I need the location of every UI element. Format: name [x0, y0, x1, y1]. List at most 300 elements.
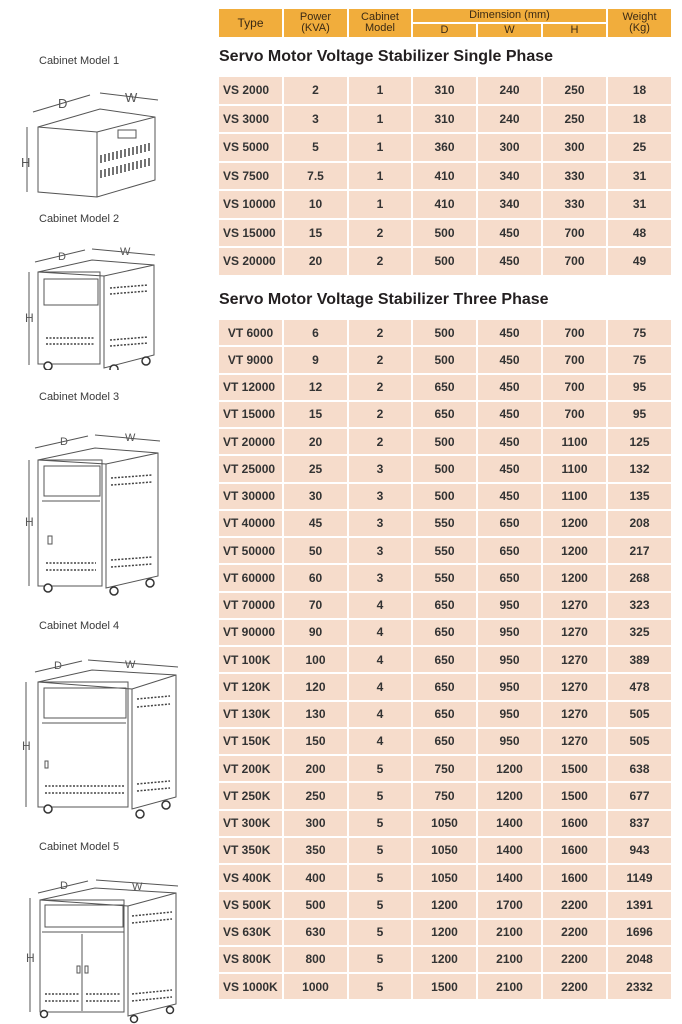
table-row	[219, 593, 671, 618]
cell-depth: 650	[413, 402, 476, 427]
dim-h-label: H	[21, 155, 31, 170]
cell-width: 950	[478, 647, 541, 672]
cell-depth: 650	[413, 647, 476, 672]
table-row	[219, 220, 671, 247]
cell-height: 1100	[543, 429, 606, 454]
cell-weight: 125	[608, 429, 671, 454]
cell-weight: 638	[608, 756, 671, 781]
single-phase-table	[219, 77, 671, 277]
cell-type: VT 200K	[219, 756, 282, 781]
cell-type: VS 15000	[219, 220, 282, 247]
table-row	[219, 974, 671, 999]
table-row	[219, 620, 671, 645]
cell-width: 950	[478, 674, 541, 699]
cell-cabinet-model: 3	[349, 565, 411, 590]
cell-type: VS 10000	[219, 191, 282, 218]
cell-cabinet-model: 1	[349, 191, 411, 218]
dim-d-label: D	[58, 251, 66, 263]
cell-width: 340	[478, 191, 541, 218]
cell-height: 1100	[543, 484, 606, 509]
cell-power: 30	[284, 484, 347, 509]
cell-height: 1600	[543, 838, 606, 863]
dim-d-label: D	[60, 436, 68, 448]
header-weight-line1: Weight	[622, 11, 657, 23]
cell-width: 240	[478, 77, 541, 104]
table-row	[219, 783, 671, 808]
cell-weight: 505	[608, 729, 671, 754]
cell-depth: 550	[413, 538, 476, 563]
header-w: W	[478, 24, 541, 37]
cell-height: 250	[543, 106, 606, 133]
cell-power: 15	[284, 220, 347, 247]
cell-cabinet-model: 5	[349, 838, 411, 863]
table-row	[219, 163, 671, 190]
cell-power: 90	[284, 620, 347, 645]
cell-depth: 360	[413, 134, 476, 161]
table-row	[219, 106, 671, 133]
cell-type: VS 7500	[219, 163, 282, 190]
cell-depth: 650	[413, 375, 476, 400]
cell-power: 120	[284, 674, 347, 699]
three-phase-table	[219, 320, 671, 1001]
cell-power: 5	[284, 134, 347, 161]
cell-weight: 18	[608, 106, 671, 133]
header-h: H	[543, 24, 606, 37]
table-row	[219, 347, 671, 372]
dim-h-label: H	[22, 739, 31, 753]
cell-weight: 505	[608, 702, 671, 727]
section-title-three-phase: Servo Motor Voltage Stabilizer Three Phase	[219, 291, 549, 308]
cell-type: VS 2000	[219, 77, 282, 104]
table-row	[219, 134, 671, 161]
cabinet-3-drawing	[0, 408, 215, 598]
cell-power: 3	[284, 106, 347, 133]
cell-width: 450	[478, 429, 541, 454]
dim-h-label: H	[26, 951, 35, 965]
cell-height: 1600	[543, 811, 606, 836]
cell-power: 100	[284, 647, 347, 672]
table-row	[219, 920, 671, 945]
cell-power: 400	[284, 865, 347, 890]
cell-type: VT 25000	[219, 456, 282, 481]
table-row	[219, 811, 671, 836]
cell-power: 60	[284, 565, 347, 590]
cell-weight: 268	[608, 565, 671, 590]
cell-weight: 132	[608, 456, 671, 481]
cell-type: VT 60000	[219, 565, 282, 590]
cell-depth: 310	[413, 106, 476, 133]
header-cabinet	[349, 9, 411, 37]
cell-width: 450	[478, 248, 541, 275]
cell-width: 1400	[478, 865, 541, 890]
table-row	[219, 77, 671, 104]
section-title-single-phase: Servo Motor Voltage Stabilizer Single Phase	[219, 48, 554, 65]
cell-width: 2100	[478, 974, 541, 999]
cell-width: 1200	[478, 756, 541, 781]
cell-power: 10	[284, 191, 347, 218]
cell-height: 700	[543, 220, 606, 247]
cell-power: 15	[284, 402, 347, 427]
cell-depth: 750	[413, 756, 476, 781]
cell-depth: 1050	[413, 865, 476, 890]
cell-type: VT 350K	[219, 838, 282, 863]
cell-cabinet-model: 3	[349, 456, 411, 481]
header-type: Type	[219, 9, 282, 37]
cell-power: 20	[284, 429, 347, 454]
cabinet-model-3	[0, 388, 215, 598]
cell-width: 450	[478, 220, 541, 247]
cell-height: 700	[543, 347, 606, 372]
header-cabinet-line1: Cabinet	[361, 11, 399, 23]
cell-height: 1270	[543, 702, 606, 727]
cell-depth: 650	[413, 620, 476, 645]
cell-height: 1200	[543, 538, 606, 563]
cell-power: 150	[284, 729, 347, 754]
cell-cabinet-model: 2	[349, 375, 411, 400]
cell-cabinet-model: 2	[349, 248, 411, 275]
cell-height: 1270	[543, 674, 606, 699]
cell-height: 1200	[543, 565, 606, 590]
cell-width: 1400	[478, 811, 541, 836]
cell-type: VT 300K	[219, 811, 282, 836]
cell-weight: 208	[608, 511, 671, 536]
cell-power: 200	[284, 756, 347, 781]
cell-cabinet-model: 4	[349, 729, 411, 754]
dim-d-label: D	[58, 96, 68, 111]
cell-power: 800	[284, 947, 347, 972]
cell-cabinet-model: 4	[349, 593, 411, 618]
header-weight	[608, 9, 671, 37]
table-header	[219, 9, 671, 37]
cell-weight: 1391	[608, 892, 671, 917]
cabinet-model-label: Cabinet Model 4	[39, 620, 120, 632]
cell-type: VS 800K	[219, 947, 282, 972]
table-row	[219, 674, 671, 699]
cell-cabinet-model: 3	[349, 538, 411, 563]
cell-power: 630	[284, 920, 347, 945]
cell-width: 1400	[478, 838, 541, 863]
table-row	[219, 320, 671, 345]
cabinet-model-label: Cabinet Model 3	[39, 391, 120, 403]
cell-width: 650	[478, 565, 541, 590]
cell-weight: 1149	[608, 865, 671, 890]
cell-cabinet-model: 4	[349, 702, 411, 727]
cell-depth: 750	[413, 783, 476, 808]
cell-width: 450	[478, 402, 541, 427]
header-weight-line2: (Kg)	[629, 22, 650, 34]
cell-depth: 500	[413, 248, 476, 275]
cell-cabinet-model: 5	[349, 947, 411, 972]
header-d: D	[413, 24, 476, 37]
cell-type: VS 400K	[219, 865, 282, 890]
header-power-line1: Power	[299, 11, 332, 23]
table-row	[219, 375, 671, 400]
table-row	[219, 865, 671, 890]
cell-height: 2200	[543, 892, 606, 917]
cabinet-5-drawing	[0, 858, 215, 1024]
table-row	[219, 892, 671, 917]
cell-power: 45	[284, 511, 347, 536]
cell-depth: 500	[413, 320, 476, 345]
cell-weight: 478	[608, 674, 671, 699]
cell-cabinet-model: 4	[349, 620, 411, 645]
cell-power: 50	[284, 538, 347, 563]
table-row	[219, 402, 671, 427]
cell-width: 340	[478, 163, 541, 190]
cell-height: 1270	[543, 620, 606, 645]
cabinet-4-drawing	[0, 637, 215, 827]
cell-height: 2200	[543, 947, 606, 972]
cell-depth: 1200	[413, 947, 476, 972]
cell-depth: 310	[413, 77, 476, 104]
dim-w-label: W	[125, 432, 136, 444]
cell-weight: 325	[608, 620, 671, 645]
cell-cabinet-model: 2	[349, 402, 411, 427]
cell-height: 2200	[543, 920, 606, 945]
cell-type: VT 30000	[219, 484, 282, 509]
cell-height: 1200	[543, 511, 606, 536]
cell-type: VT 150K	[219, 729, 282, 754]
cell-power: 300	[284, 811, 347, 836]
cell-height: 1270	[543, 729, 606, 754]
cell-width: 450	[478, 375, 541, 400]
cell-weight: 95	[608, 402, 671, 427]
table-row	[219, 729, 671, 754]
cell-power: 1000	[284, 974, 347, 999]
cell-type: VS 20000	[219, 248, 282, 275]
dim-d-label: D	[60, 880, 68, 892]
table-row	[219, 429, 671, 454]
cell-type: VT 70000	[219, 593, 282, 618]
cell-power: 12	[284, 375, 347, 400]
cell-width: 450	[478, 347, 541, 372]
cell-power: 6	[284, 320, 347, 345]
cell-height: 700	[543, 402, 606, 427]
cell-height: 2200	[543, 974, 606, 999]
cell-power: 250	[284, 783, 347, 808]
cell-weight: 389	[608, 647, 671, 672]
cell-width: 950	[478, 620, 541, 645]
cell-power: 25	[284, 456, 347, 481]
cell-cabinet-model: 1	[349, 163, 411, 190]
cell-weight: 31	[608, 163, 671, 190]
cell-power: 130	[284, 702, 347, 727]
cell-depth: 500	[413, 429, 476, 454]
cell-weight: 48	[608, 220, 671, 247]
cell-height: 1270	[543, 593, 606, 618]
cell-cabinet-model: 1	[349, 134, 411, 161]
cell-height: 1500	[543, 756, 606, 781]
cell-weight: 217	[608, 538, 671, 563]
cell-type: VT 100K	[219, 647, 282, 672]
table-row	[219, 838, 671, 863]
cell-weight: 95	[608, 375, 671, 400]
cell-depth: 500	[413, 347, 476, 372]
cell-width: 950	[478, 593, 541, 618]
cabinet-model-2	[0, 210, 215, 370]
cell-cabinet-model: 2	[349, 320, 411, 345]
cell-cabinet-model: 5	[349, 892, 411, 917]
cell-depth: 500	[413, 484, 476, 509]
cell-depth: 650	[413, 702, 476, 727]
cell-power: 9	[284, 347, 347, 372]
cell-weight: 677	[608, 783, 671, 808]
cabinet-2-drawing	[0, 230, 215, 370]
cell-weight: 18	[608, 77, 671, 104]
dim-h-label: H	[25, 515, 34, 529]
cell-type: VT 40000	[219, 511, 282, 536]
cell-height: 700	[543, 375, 606, 400]
header-power-line2: (KVA)	[301, 22, 330, 34]
cell-height: 300	[543, 134, 606, 161]
cabinet-model-4	[0, 617, 215, 827]
cabinet-model-1	[0, 50, 215, 200]
cell-depth: 550	[413, 565, 476, 590]
cell-weight: 943	[608, 838, 671, 863]
cell-weight: 49	[608, 248, 671, 275]
cell-type: VS 1000K	[219, 974, 282, 999]
cell-depth: 550	[413, 511, 476, 536]
cell-depth: 650	[413, 729, 476, 754]
cell-cabinet-model: 4	[349, 647, 411, 672]
cell-depth: 500	[413, 456, 476, 481]
cell-depth: 410	[413, 191, 476, 218]
cell-type: VS 5000	[219, 134, 282, 161]
cell-width: 650	[478, 538, 541, 563]
cell-weight: 135	[608, 484, 671, 509]
cell-depth: 410	[413, 163, 476, 190]
cell-width: 2100	[478, 947, 541, 972]
cell-weight: 2332	[608, 974, 671, 999]
cell-depth: 500	[413, 220, 476, 247]
cell-type: VT 250K	[219, 783, 282, 808]
cabinet-1-drawing	[0, 72, 215, 212]
cell-cabinet-model: 5	[349, 811, 411, 836]
table-row	[219, 538, 671, 563]
cell-width: 300	[478, 134, 541, 161]
cell-weight: 2048	[608, 947, 671, 972]
cell-width: 450	[478, 484, 541, 509]
cell-cabinet-model: 3	[349, 484, 411, 509]
cell-cabinet-model: 4	[349, 674, 411, 699]
table-row	[219, 565, 671, 590]
cell-cabinet-model: 2	[349, 429, 411, 454]
cell-power: 7.5	[284, 163, 347, 190]
table-row	[219, 702, 671, 727]
cell-type: VS 3000	[219, 106, 282, 133]
dim-w-label: W	[125, 659, 136, 671]
cell-cabinet-model: 5	[349, 783, 411, 808]
cell-power: 500	[284, 892, 347, 917]
cell-weight: 323	[608, 593, 671, 618]
cabinet-model-5	[0, 838, 215, 1024]
dim-h-label: H	[25, 311, 34, 325]
cell-width: 2100	[478, 920, 541, 945]
cell-depth: 650	[413, 593, 476, 618]
cell-depth: 650	[413, 674, 476, 699]
cell-weight: 837	[608, 811, 671, 836]
header-cabinet-line2: Model	[365, 22, 395, 34]
cell-height: 1270	[543, 647, 606, 672]
cell-weight: 31	[608, 191, 671, 218]
cell-depth: 1050	[413, 838, 476, 863]
cell-power: 20	[284, 248, 347, 275]
cell-cabinet-model: 2	[349, 347, 411, 372]
cell-type: VS 630K	[219, 920, 282, 945]
cell-height: 1600	[543, 865, 606, 890]
cell-power: 350	[284, 838, 347, 863]
cell-weight: 25	[608, 134, 671, 161]
cell-type: VT 50000	[219, 538, 282, 563]
cell-width: 1700	[478, 892, 541, 917]
cell-depth: 1500	[413, 974, 476, 999]
cabinet-model-label: Cabinet Model 1	[39, 55, 120, 67]
cell-height: 700	[543, 320, 606, 345]
cell-cabinet-model: 1	[349, 77, 411, 104]
table-row	[219, 756, 671, 781]
cell-type: VT 120K	[219, 674, 282, 699]
dim-w-label: W	[125, 90, 138, 105]
cell-cabinet-model: 1	[349, 106, 411, 133]
cell-width: 1200	[478, 783, 541, 808]
cell-weight: 1696	[608, 920, 671, 945]
table-row	[219, 511, 671, 536]
cell-width: 650	[478, 511, 541, 536]
dim-w-label: W	[120, 246, 131, 258]
cell-height: 1100	[543, 456, 606, 481]
cell-type: VT 15000	[219, 402, 282, 427]
cell-width: 450	[478, 320, 541, 345]
table-row	[219, 248, 671, 275]
cell-height: 700	[543, 248, 606, 275]
cabinet-model-label: Cabinet Model 2	[39, 213, 120, 225]
table-row	[219, 456, 671, 481]
cell-cabinet-model: 3	[349, 511, 411, 536]
cell-type: VS 500K	[219, 892, 282, 917]
dim-w-label: W	[132, 881, 143, 893]
cell-height: 250	[543, 77, 606, 104]
cell-type: VT 90000	[219, 620, 282, 645]
cell-width: 950	[478, 729, 541, 754]
table-row	[219, 191, 671, 218]
cabinet-models-panel	[0, 0, 215, 1024]
table-row	[219, 947, 671, 972]
cell-type: VT 12000	[219, 375, 282, 400]
cell-weight: 75	[608, 347, 671, 372]
cell-width: 450	[478, 456, 541, 481]
cell-height: 1500	[543, 783, 606, 808]
cell-cabinet-model: 5	[349, 974, 411, 999]
dim-d-label: D	[54, 660, 62, 672]
cell-cabinet-model: 5	[349, 865, 411, 890]
cell-width: 950	[478, 702, 541, 727]
table-row	[219, 484, 671, 509]
cabinet-model-label: Cabinet Model 5	[39, 841, 120, 853]
cell-cabinet-model: 2	[349, 220, 411, 247]
cell-power: 2	[284, 77, 347, 104]
header-power	[284, 9, 347, 37]
cell-type: VT 130K	[219, 702, 282, 727]
cell-type: VT 20000	[219, 429, 282, 454]
cell-depth: 1200	[413, 892, 476, 917]
cell-type: VT 9000	[219, 347, 282, 372]
cell-cabinet-model: 5	[349, 920, 411, 945]
cell-weight: 75	[608, 320, 671, 345]
header-dimension: Dimension (mm)	[413, 9, 606, 22]
cell-height: 330	[543, 163, 606, 190]
cell-type: VT 6000	[219, 320, 282, 345]
cell-cabinet-model: 5	[349, 756, 411, 781]
